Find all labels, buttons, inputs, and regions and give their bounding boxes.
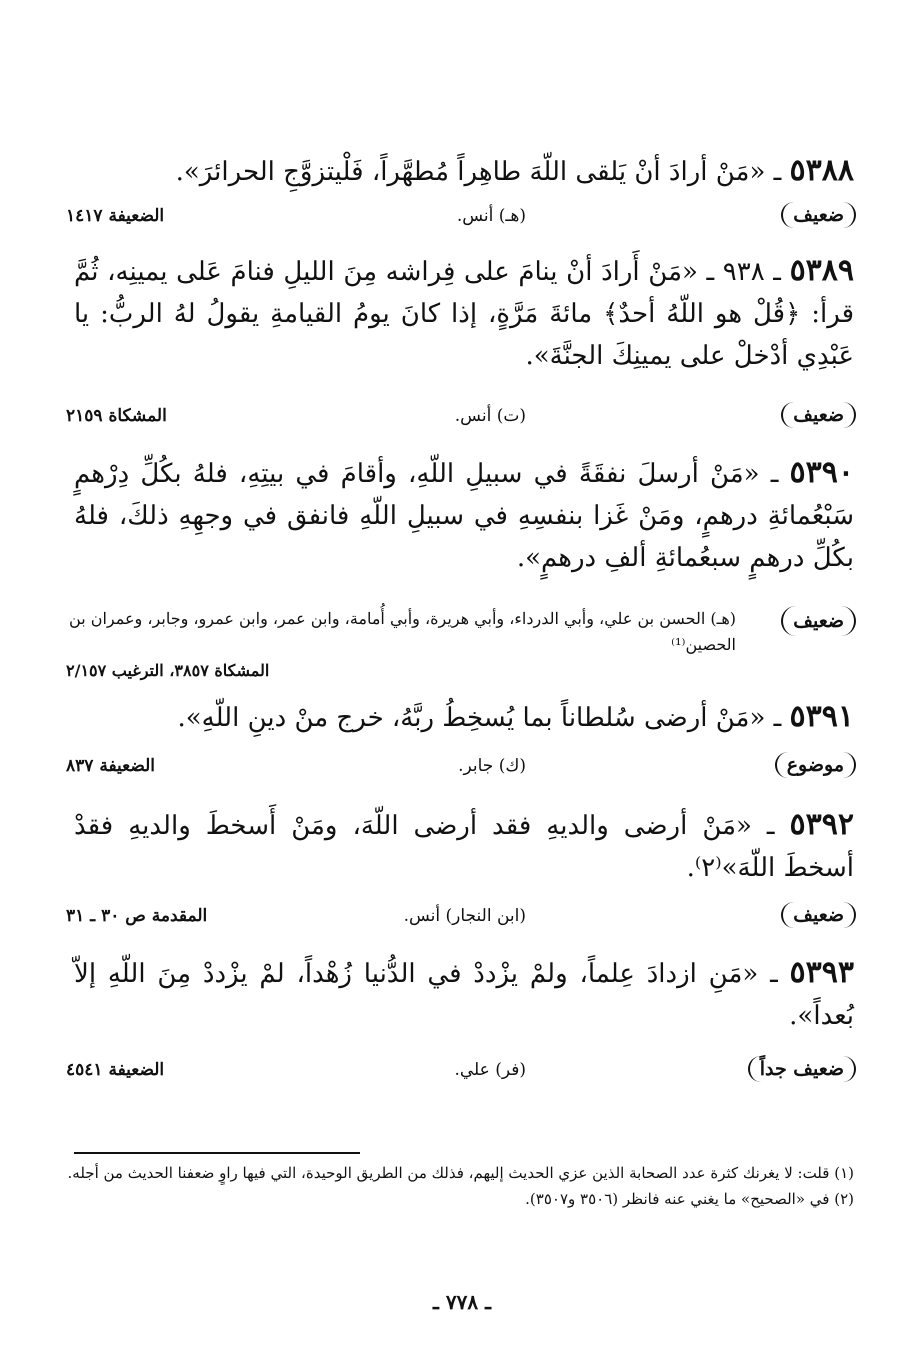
reference-text: المشكاة ٢١٥٩ bbox=[66, 406, 167, 426]
hadith-meta bbox=[66, 1056, 856, 1090]
hadith-text bbox=[74, 150, 854, 193]
hadith-text bbox=[74, 452, 854, 579]
source-text: (ت) أنس. bbox=[454, 406, 526, 426]
page-number: ـ ٧٧٨ ـ bbox=[433, 1290, 491, 1314]
footnote-item: (٢) في «الصحيح» ما يغني عنه فانظر (٣٥٠٦ و٣٥٠٧). bbox=[525, 1190, 854, 1208]
hadith-number: ٥٣٩٠ bbox=[789, 455, 854, 490]
footnotes bbox=[64, 1160, 854, 1212]
hadith-entry bbox=[74, 452, 854, 579]
reference-text: المشكاة ٣٨٥٧، الترغيب ٢/١٥٧ bbox=[66, 661, 270, 680]
hadith-number: ٥٣٩٢ bbox=[789, 807, 854, 842]
hadith-entry bbox=[74, 952, 854, 1037]
hadith-body: ـ «مَنِ ازدادَ عِلماً، ولمْ يزْددْ في الدُّنيا زُهْداً، لمْ يزْددْ مِنَ اللّهِ إلاّ بُعداً». bbox=[74, 959, 854, 1031]
hadith-entry bbox=[74, 250, 854, 377]
reference-text: المقدمة ص ٣٠ ـ ٣١ bbox=[66, 906, 208, 926]
source-text: (ابن النجار) أنس. bbox=[403, 906, 526, 926]
hadith-number: ٥٣٨٩ bbox=[789, 253, 855, 288]
hadith-body: ـ «مَنْ أرسلَ نفقَةً في سبيلِ اللّهِ، وأقامَ في بيتِهِ، فلهُ بكُلِّ دِرْهمٍ سَبْعُمائةِ درهمٍ، ومَنْ غَزا بنفسِهِ في سبيلِ اللّهِ فانفق في وجهِهِ ذلكَ، فلهُ بكُلِّ درهمٍ سبعُمائةِ ألفِ درهمٍ». bbox=[74, 459, 854, 573]
hadith-meta bbox=[66, 752, 856, 786]
hadith-meta bbox=[66, 902, 856, 936]
reference-text: الضعيفة ٨٣٧ bbox=[66, 756, 156, 776]
hadith-body: ـ «مَنْ أرادَ أنْ يَلقى اللّهَ طاهِراً مُطهَّراً، فَلْيتزوَّجِ الحرائرَ». bbox=[175, 157, 790, 187]
hadith-text bbox=[74, 952, 854, 1037]
grade-badge: ضعيف جداً bbox=[748, 1056, 856, 1082]
source-text: (ك) جابر. bbox=[458, 756, 526, 776]
hadith-text bbox=[74, 696, 854, 739]
grade-badge: ضعيف bbox=[781, 202, 856, 228]
reference-text: الضعيفة ٤٥٤١ bbox=[66, 1060, 165, 1080]
reference-text: الضعيفة ١٤١٧ bbox=[66, 206, 165, 226]
hadith-entry bbox=[74, 804, 854, 889]
grade-badge: ضعيف bbox=[781, 902, 856, 928]
hadith-meta bbox=[66, 606, 856, 684]
hadith-meta bbox=[66, 202, 856, 236]
grade-badge: ضعيف bbox=[781, 606, 856, 636]
hadith-body: ـ ٩٣٨ ـ «مَنْ أَرادَ أنْ ينامَ على فِراشه مِنَ الليلِ فنامَ عَلى يمينِه، ثُمَّ قرأ: ﴿قُلْ هو اللّهُ أحدٌ﴾ مائةَ مَرَّةٍ، إذا كانَ يومُ القيامةِ يقولُ لهُ الربُّ: يا عَبْدِي أدْخلْ على يمينِكَ الجنَّةَ». bbox=[74, 257, 854, 371]
hadith-body: ـ «مَنْ أرضى والديهِ فقد أرضى اللّهَ، ومَنْ أَسخطَ والديهِ فقدْ أسخطَ اللّهَ»⁽٢⁾. bbox=[74, 811, 854, 883]
source-text: (هـ) الحسن بن علي، وأبي الدرداء، وأبي هريرة، وأبي أُمامة، وابن عمر، وابن عمرو، وجابر، وعمران بن الحصين⁽¹⁾ bbox=[69, 609, 736, 654]
hadith-body: ـ «مَنْ أرضى سُلطاناً بما يُسخِطُ ربَّهُ، خرج منْ دينِ اللّهِ». bbox=[177, 703, 790, 733]
grade-badge: موضوع bbox=[775, 752, 856, 778]
hadith-text bbox=[74, 250, 854, 377]
footnote-divider bbox=[74, 1152, 360, 1154]
hadith-entry bbox=[74, 150, 854, 193]
hadith-number: ٥٣٨٨ bbox=[789, 153, 854, 188]
footnote-item: (١) قلت: لا يغرنك كثرة عدد الصحابة الذين عزي الحديث إليهم، فذلك من الطريق الوحيدة، التي فيها راوٍ ضعفنا الحديث من أجله. bbox=[67, 1164, 854, 1182]
hadith-number: ٥٣٩١ bbox=[789, 699, 854, 734]
hadith-entry bbox=[74, 696, 854, 739]
hadith-number: ٥٣٩٣ bbox=[789, 955, 854, 990]
source-text: (هـ) أنس. bbox=[456, 206, 526, 226]
hadith-meta bbox=[66, 402, 856, 436]
hadith-text bbox=[74, 804, 854, 889]
source-text: (فر) علي. bbox=[454, 1060, 526, 1080]
grade-badge: ضعيف bbox=[781, 402, 856, 428]
